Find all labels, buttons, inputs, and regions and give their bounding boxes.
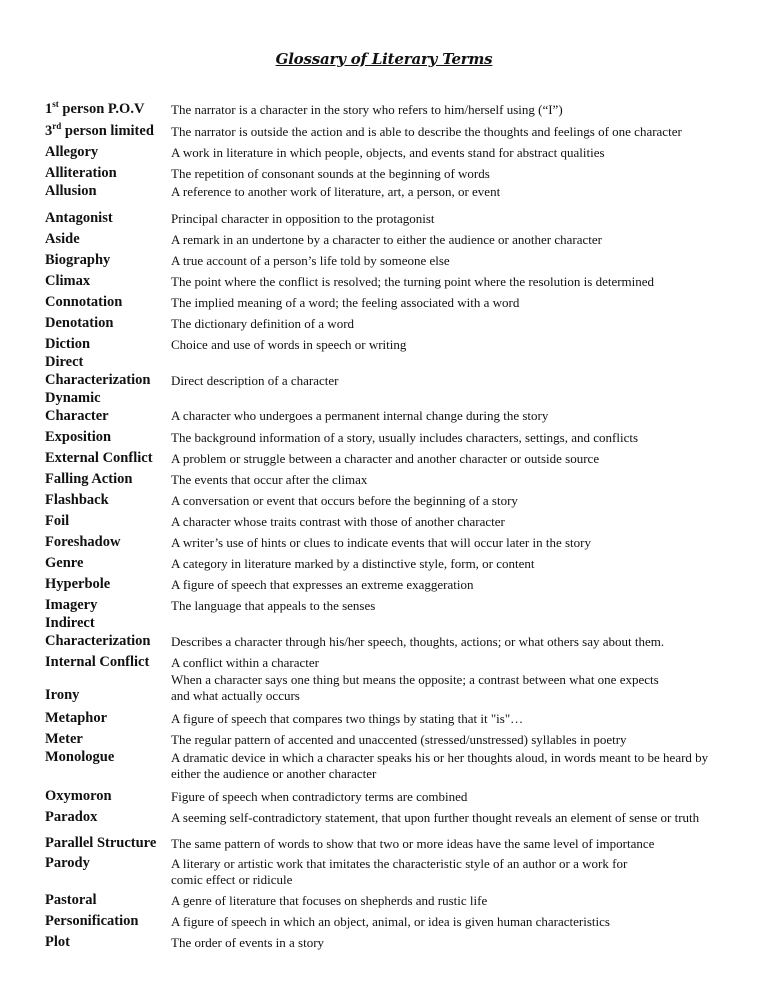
glossary-definition: A seeming self-contradictory statement, that upon further thought reveals an element of sense or truth bbox=[171, 810, 700, 825]
glossary-term: Oxymoron bbox=[45, 788, 112, 804]
glossary-definition: A work in literature in which people, objects, and events stand for abstract qualities bbox=[171, 145, 605, 160]
glossary-definition: Principal character in opposition to the protagonist bbox=[171, 211, 435, 226]
glossary-definition: A figure of speech that expresses an extreme exaggeration bbox=[171, 577, 474, 592]
glossary-term: Flashback bbox=[45, 492, 109, 508]
glossary-term: Denotation bbox=[45, 315, 114, 331]
glossary-term: Meter bbox=[45, 731, 83, 747]
glossary-term: Irony bbox=[45, 687, 80, 703]
glossary-term: Paradox bbox=[45, 809, 98, 825]
glossary-term: Diction bbox=[45, 336, 91, 352]
glossary-definition: The background information of a story, usually includes characters, settings, and conflicts bbox=[171, 430, 639, 445]
glossary-term: External Conflict bbox=[45, 450, 153, 466]
glossary-term: Direct Characterization bbox=[45, 354, 151, 388]
glossary-term: Plot bbox=[45, 934, 70, 950]
glossary-definition: Describes a character through his/her speech, thoughts, actions; or what others say about them. bbox=[171, 634, 665, 649]
glossary-definition: A category in literature marked by a distinctive style, form, or content bbox=[171, 556, 535, 571]
glossary-term: Pastoral bbox=[45, 892, 97, 908]
glossary-term: Hyperbole bbox=[45, 576, 111, 592]
glossary-term: Allusion bbox=[45, 183, 97, 199]
glossary-definition: When a character says one thing but means the opposite; a contrast between what one expects and what actually occurs bbox=[171, 672, 659, 703]
glossary-definition: A writer’s use of hints or clues to indicate events that will occur later in the story bbox=[171, 535, 591, 550]
glossary-definition: A remark in an undertone by a character to either the audience or another character bbox=[171, 232, 602, 247]
glossary-definition: A conversation or event that occurs before the beginning of a story bbox=[171, 493, 518, 508]
glossary-definition: The regular pattern of accented and unaccented (stressed/unstressed) syllables in poetry bbox=[171, 732, 627, 747]
glossary-definition: The narrator is a character in the story who refers to him/herself using (“I”) bbox=[171, 102, 563, 117]
glossary-definition: A dramatic device in which a character speaks his or her thoughts aloud, in words meant to be heard by either the audience or another character bbox=[171, 750, 709, 781]
glossary-definition: The narrator is outside the action and is able to describe the thoughts and feelings of one character bbox=[171, 124, 682, 139]
glossary-definition: The events that occur after the climax bbox=[171, 472, 368, 487]
glossary-definition: A reference to another work of literature, art, a person, or event bbox=[171, 184, 501, 199]
glossary-definition: A true account of a person’s life told by someone else bbox=[171, 253, 450, 268]
glossary-definition: The order of events in a story bbox=[171, 935, 325, 950]
glossary-term: Metaphor bbox=[45, 710, 108, 726]
glossary-term: Personification bbox=[45, 913, 139, 929]
glossary-term: 1st person P.O.V bbox=[45, 99, 145, 117]
glossary-term: Internal Conflict bbox=[45, 654, 150, 670]
glossary-definition: A character whose traits contrast with those of another character bbox=[171, 514, 505, 529]
glossary-definition: The implied meaning of a word; the feeling associated with a word bbox=[171, 295, 520, 310]
glossary-term: Foil bbox=[45, 513, 70, 529]
glossary-definition: Choice and use of words in speech or writing bbox=[171, 337, 407, 352]
glossary-definition: Direct description of a character bbox=[171, 373, 339, 388]
glossary-term: Alliteration bbox=[45, 165, 117, 181]
glossary-term: Falling Action bbox=[45, 471, 133, 487]
glossary-term: Exposition bbox=[45, 429, 112, 445]
glossary-definition: A figure of speech that compares two things by stating that it "is"… bbox=[171, 711, 524, 726]
glossary-term: Parody bbox=[45, 855, 90, 871]
glossary-term: Indirect Characterization bbox=[45, 615, 151, 649]
glossary-definition: The repetition of consonant sounds at the beginning of words bbox=[171, 166, 490, 181]
glossary-term: 3rd person limited bbox=[45, 121, 154, 139]
glossary-term: Aside bbox=[45, 231, 80, 247]
glossary-term: Foreshadow bbox=[45, 534, 121, 550]
glossary-definition: Figure of speech when contradictory terms are combined bbox=[171, 789, 468, 804]
glossary-definition: The same pattern of words to show that two or more ideas have the same level of importance bbox=[171, 836, 655, 851]
glossary-definition: The dictionary definition of a word bbox=[171, 316, 355, 331]
glossary-term: Parallel Structure bbox=[45, 835, 157, 851]
glossary-definition: The point where the conflict is resolved; the turning point where the resolution is determined bbox=[171, 274, 655, 289]
glossary-term: Allegory bbox=[45, 144, 99, 160]
glossary-definition: A problem or struggle between a character and another character or outside source bbox=[171, 451, 600, 466]
glossary-term: Biography bbox=[45, 252, 111, 268]
glossary-term: Genre bbox=[45, 555, 84, 571]
glossary-definition: A character who undergoes a permanent internal change during the story bbox=[171, 408, 549, 423]
glossary-definition: The language that appeals to the senses bbox=[171, 598, 376, 613]
glossary-term: Dynamic Character bbox=[45, 390, 109, 424]
glossary-term: Climax bbox=[45, 273, 91, 289]
glossary-definition: A conflict within a character bbox=[171, 655, 319, 670]
glossary-definition: A literary or artistic work that imitates the characteristic style of an author or a work for comic effect or ridicule bbox=[171, 856, 628, 887]
glossary-term: Antagonist bbox=[45, 210, 113, 226]
glossary-term: Monologue bbox=[45, 749, 115, 765]
glossary-term: Imagery bbox=[45, 597, 98, 613]
page-title: Glossary of Literary Terms bbox=[275, 50, 493, 68]
glossary-definition: A genre of literature that focuses on shepherds and rustic life bbox=[171, 893, 488, 908]
glossary-term: Connotation bbox=[45, 294, 123, 310]
glossary-definition: A figure of speech in which an object, animal, or idea is given human characteristics bbox=[171, 914, 610, 929]
